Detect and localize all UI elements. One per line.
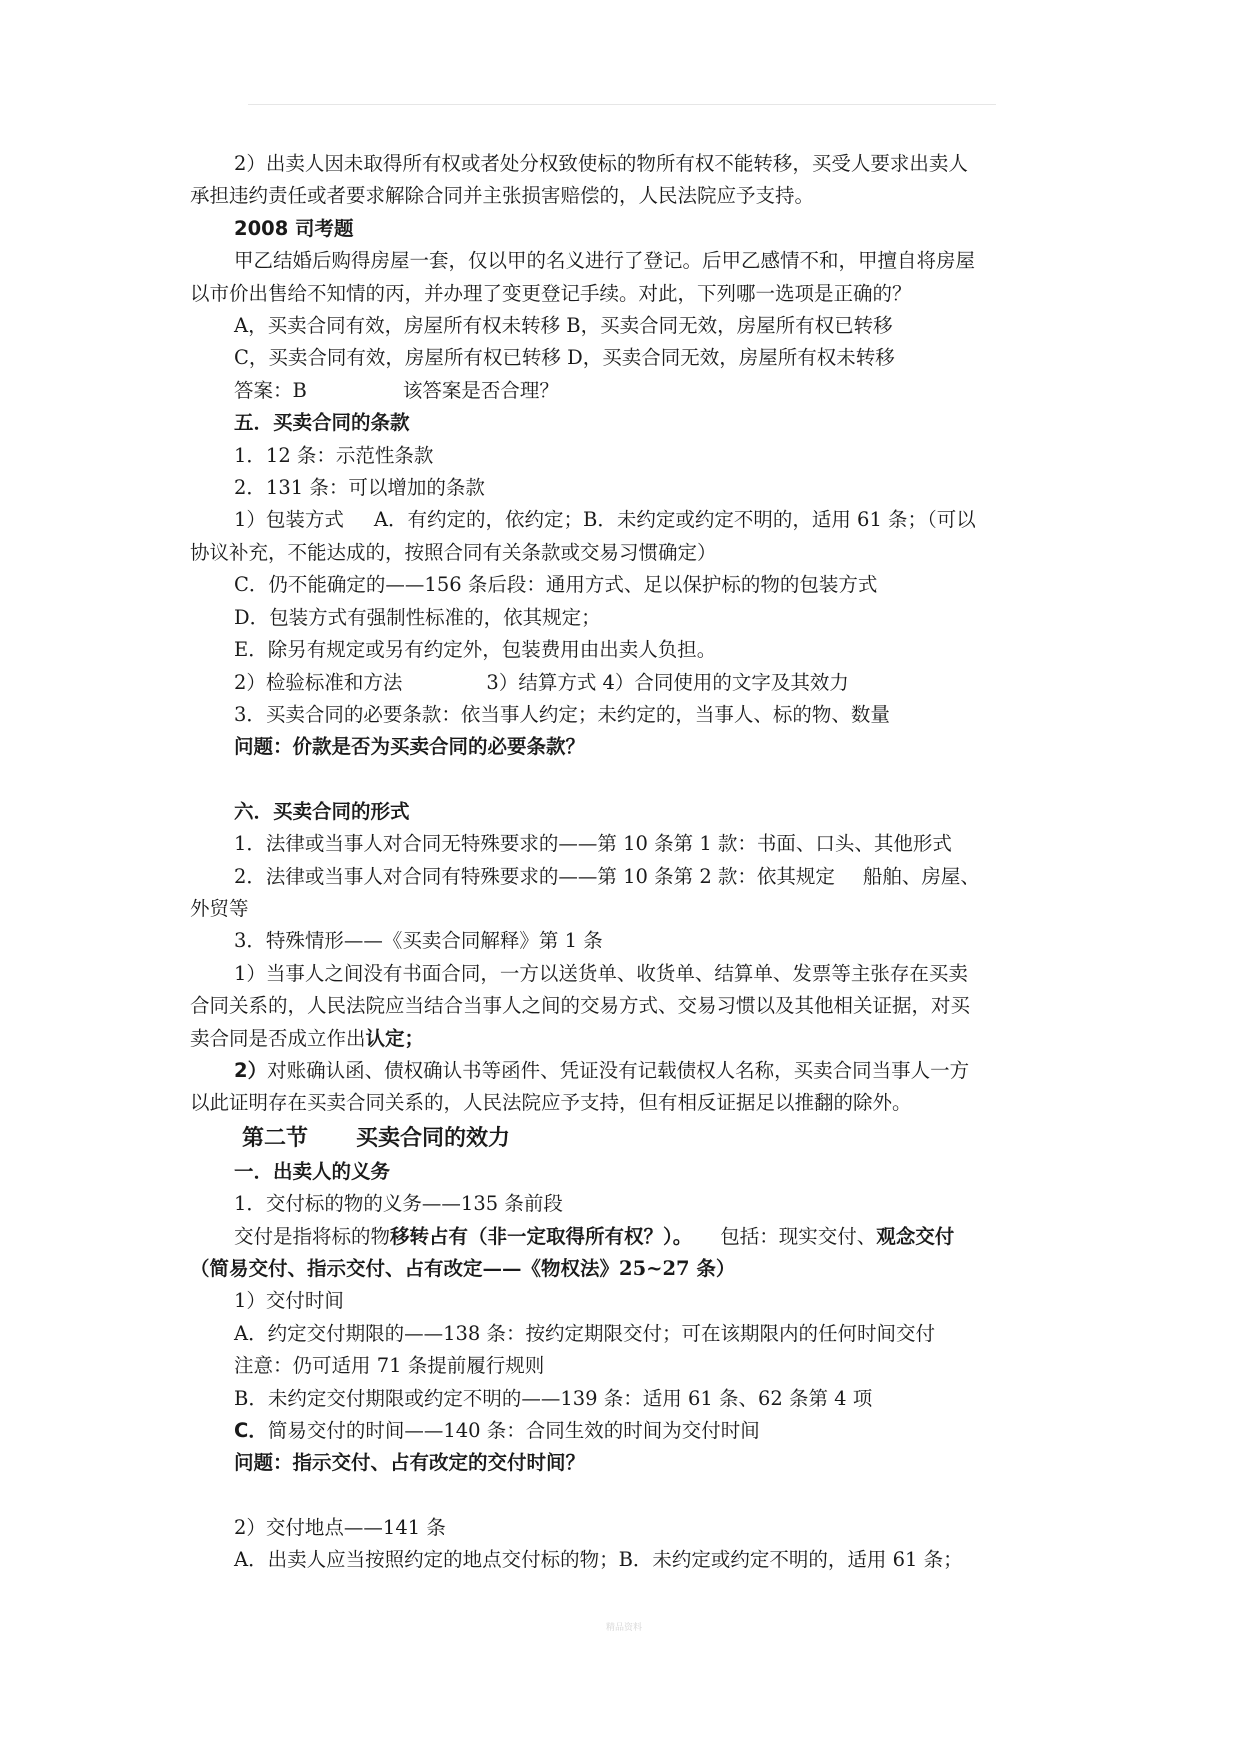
- exam-heading: 2008 司考题: [234, 216, 354, 240]
- chapter-number: 第二节: [242, 1124, 309, 1151]
- paragraph-line: 合同关系的，人民法院应当结合当事人之间的交易方式、交易习惯以及其他相关证据，对买: [190, 994, 971, 1018]
- list-item: D．包装方式有强制性标准的，依其规定；: [234, 605, 601, 629]
- list-letter: C．: [234, 1419, 268, 1443]
- paragraph-line: 承担违约责任或者要求解除合同并主张损害赔偿的，人民法院应予支持。: [190, 184, 815, 208]
- paragraph-line: 以市价出售给不知情的丙，并办理了变更登记手续。对此，下列哪一选项是正确的？: [190, 281, 912, 305]
- bold-text: 观念交付: [876, 1224, 955, 1248]
- question-line: 问题：价款是否为买卖合同的必要条款？: [234, 735, 586, 759]
- paragraph-line: 以此证明存在买卖合同关系的，人民法院应予支持，但有相反证据足以推翻的除外。: [190, 1091, 912, 1115]
- list-item-label: 1）包装方式: [234, 508, 344, 532]
- answer-question: 该答案是否合理？: [402, 378, 559, 402]
- option-line: A，买卖合同有效，房屋所有权未转移 B，买卖合同无效，房屋所有权已转移: [234, 314, 893, 338]
- question-line: 问题：指示交付、占有改定的交付时间？: [234, 1451, 586, 1475]
- list-item: 1．法律或当事人对合同无特殊要求的——第 10 条第 1 款：书面、口头、其他形式: [234, 832, 952, 856]
- list-item: [190, 1415, 1070, 1447]
- paragraph-text: 交付是指将标的物: [234, 1224, 391, 1248]
- chapter-title: 买卖合同的效力: [356, 1124, 511, 1151]
- bold-text: 移转占有（非一定取得所有权？）。: [390, 1224, 693, 1248]
- list-item-extra: 船舶、房屋、: [862, 864, 980, 888]
- paragraph-text: 包括：现实交付、: [720, 1224, 877, 1248]
- list-item-text: 3）结算方式 4）合同使用的文字及其效力: [486, 670, 849, 694]
- header-rule: [248, 104, 996, 105]
- answer-text: 答案：B: [234, 378, 307, 402]
- bold-text: 认定；: [365, 1026, 425, 1050]
- chapter-heading: [190, 1120, 1070, 1156]
- list-item: C．仍不能确定的——156 条后段：通用方式、足以保护标的物的包装方式: [234, 573, 878, 597]
- paragraph-line: [190, 1023, 1070, 1055]
- paragraph-line: 协议补充，不能达成的，按照合同有关条款或交易习惯确定）: [190, 540, 717, 564]
- section-heading: 六．买卖合同的形式: [234, 799, 410, 823]
- list-item: E．除另有规定或另有约定外，包装费用由出卖人负担。: [234, 638, 717, 662]
- paragraph-line: 2）出卖人因未取得所有权或者处分权致使标的物所有权不能转移，买受人要求出卖人: [234, 152, 968, 175]
- list-item: 2）交付地点——141 条: [234, 1515, 446, 1539]
- section-heading: 一．出卖人的义务: [234, 1159, 391, 1183]
- list-item: 1．12 条：示范性条款: [234, 443, 434, 467]
- blank-line: [190, 764, 1070, 796]
- paragraph-line: [190, 1221, 1070, 1253]
- paragraph-text: 卖合同是否成立作出: [190, 1026, 366, 1050]
- list-item-text: 简易交付的时间——140 条：合同生效的时间为交付时间: [267, 1419, 760, 1443]
- paragraph-line: 1）当事人之间没有书面合同，一方以送货单、收货单、结算单、发票等主张存在买卖: [234, 961, 968, 985]
- note-line: 注意：仍可适用 71 条提前履行规则: [234, 1354, 545, 1378]
- list-item: A．出卖人应当按照约定的地点交付标的物；B．未约定或约定不明的，适用 61 条；: [234, 1548, 963, 1572]
- list-item-text: 2．法律或当事人对合同有特殊要求的——第 10 条第 2 款：依其规定: [234, 864, 835, 888]
- list-item: 1．交付标的物的义务——135 条前段: [234, 1192, 563, 1216]
- list-item: [190, 861, 1070, 893]
- list-item: B．未约定交付期限或约定不明的——139 条：适用 61 条、62 条第 4 项: [234, 1386, 873, 1410]
- blank-line: [190, 1480, 1070, 1512]
- list-number: 2）: [234, 1058, 268, 1082]
- list-item: [190, 667, 1070, 699]
- paragraph-line: [190, 1055, 1070, 1087]
- list-item: 3．买卖合同的必要条款：依当事人约定；未约定的，当事人、标的物、数量: [234, 702, 890, 726]
- document-body: [190, 148, 1070, 1577]
- list-item: 3．特殊情形——《买卖合同解释》第 1 条: [234, 929, 603, 953]
- list-item-text: A．有约定的，依约定；B．未约定或约定不明的，适用 61 条；（可以: [373, 508, 976, 532]
- list-item: [190, 504, 1070, 536]
- option-line: C，买卖合同有效，房屋所有权已转移 D，买卖合同无效，房屋所有权未转移: [234, 346, 895, 370]
- paragraph-line: （简易交付、指示交付、占有改定——《物权法》25~27 条）: [190, 1257, 736, 1280]
- list-item-label: 2）检验标准和方法: [234, 670, 403, 694]
- paragraph-line: 甲乙结婚后购得房屋一套，仅以甲的名义进行了登记。后甲乙感情不和，甲擅自将房屋: [234, 249, 976, 273]
- footer-watermark: 精品资料: [605, 1623, 642, 1633]
- list-item: 2．131 条：可以增加的条款: [234, 476, 485, 500]
- paragraph-line: 外贸等: [190, 896, 249, 920]
- paragraph-text: 对账确认函、债权确认书等函件、凭证没有记载债权人名称，买卖合同当事人一方: [267, 1058, 970, 1082]
- list-item: 1）交付时间: [234, 1289, 344, 1313]
- answer-line: [190, 375, 1070, 407]
- list-item: A．约定交付期限的——138 条：按约定期限交付；可在该期限内的任何时间交付: [234, 1321, 936, 1345]
- section-heading: 五．买卖合同的条款: [234, 411, 410, 435]
